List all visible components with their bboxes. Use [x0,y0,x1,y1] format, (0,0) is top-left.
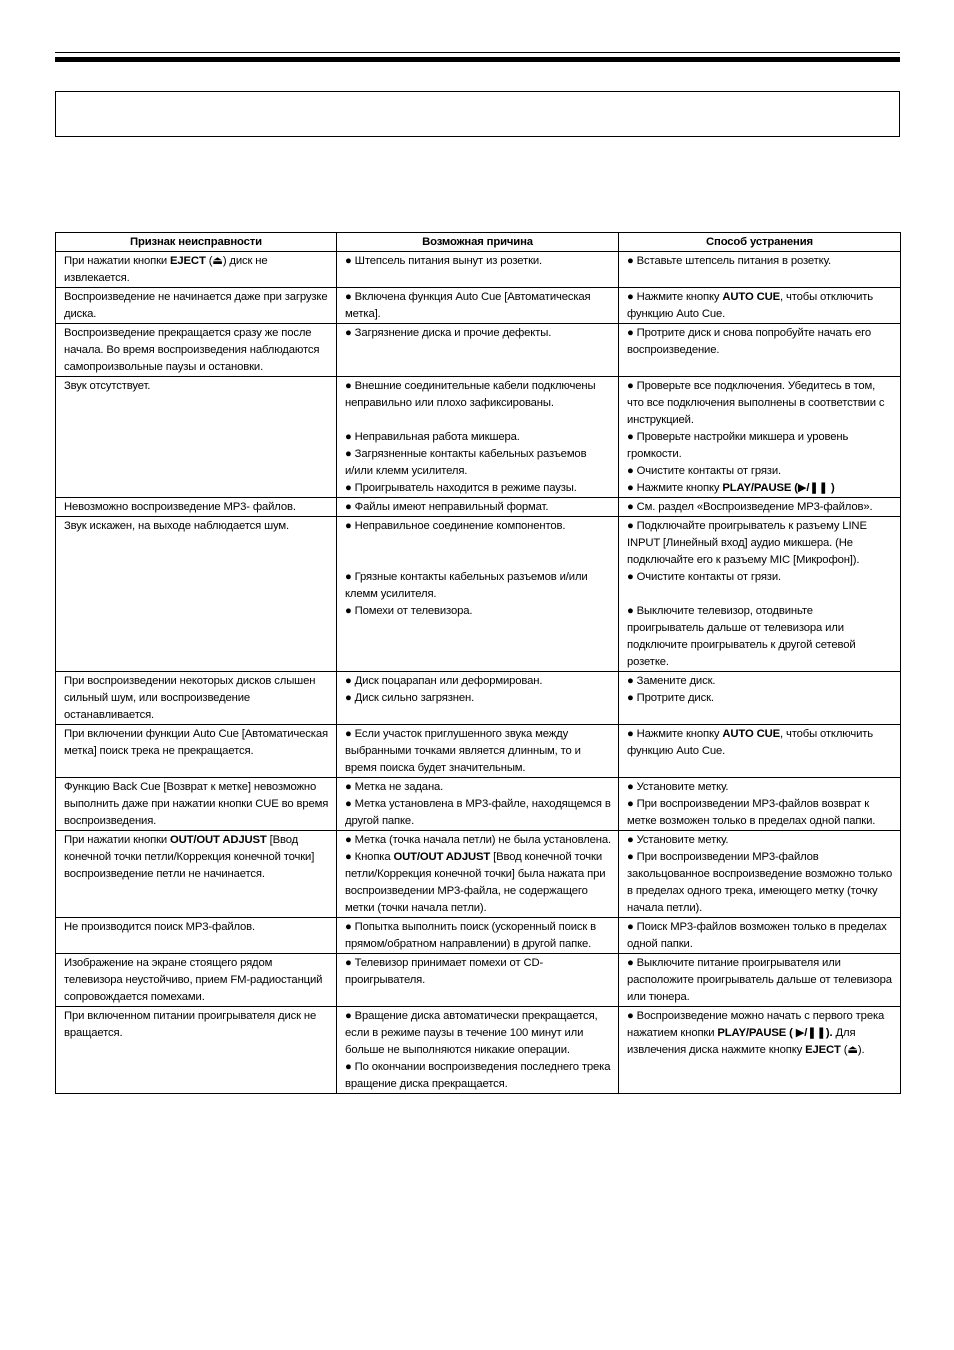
cell-cause [337,1007,619,1094]
remedy-line: ● Протрите диск и снова попробуйте начать его [627,327,871,339]
cell-remedy [619,778,901,831]
table-row [56,918,901,954]
remedy-line: ● Выключите питание проигрывателя или [627,957,841,969]
cell-cause [337,517,619,672]
cell-remedy [619,954,901,1007]
symptom-line: сильный шум, или воспроизведение [64,692,251,704]
cell-symptom [56,1007,337,1094]
symptom-line: Изображение на экране стоящего рядом [64,957,273,969]
remedy-line: ● При воспроизведении MP3-файлов [627,851,819,863]
cause-line: ● Проигрыватель находится в режиме паузы. [345,482,577,494]
cause-line: ● Вращение диска автоматически прекращается, [345,1010,598,1022]
table-row [56,324,901,377]
remedy-line: ● Выключите телевизор, отодвиньте [627,605,813,617]
header-symptom: Признак неисправности [56,233,337,252]
symptom-line: воспроизведения. [64,815,157,827]
symptom-line: При воспроизведении некоторых дисков слышен [64,675,316,687]
symptom-line: останавливается. [64,709,155,721]
remedy-line: ● Вставьте штепсель питания в розетку. [627,255,831,267]
cause-line: и/или клемм усилителя. [345,465,468,477]
cell-symptom [56,288,337,324]
cause-line: ● Загрязнение диска и прочие дефекты. [345,327,552,339]
remedy-line: подключите проигрыватель к другой сетевой [627,639,856,651]
cell-symptom [56,324,337,377]
remedy-line: нажатием кнопки PLAY/PAUSE ( ▶/❚❚). Для [627,1027,856,1039]
remedy-line: одной папки. [627,938,693,950]
table-row [56,288,901,324]
remedy-line [627,586,892,603]
remedy-line: функцию Auto Cue. [627,745,726,757]
table-row [56,1007,901,1094]
table-header-row [56,233,901,252]
cause-line: ● Метка не задана. [345,781,444,793]
cell-remedy [619,725,901,778]
cell-cause [337,954,619,1007]
header-rule-thin [55,52,900,53]
remedy-line: розетке. [627,656,669,668]
cell-remedy [619,252,901,288]
cause-line: ● Неправильная работа микшера. [345,431,520,443]
cause-line: ● Диск поцарапан или деформирован. [345,675,543,687]
remedy-line: в пределах одного трека, имеющего метку (точку [627,885,878,897]
cause-line: метка]. [345,308,381,320]
remedy-line: ● См. раздел «Воспроизведение MP3-файлов». [627,501,873,513]
symptom-line: самопроизвольные паузы и остановки. [64,361,264,373]
cell-remedy [619,831,901,918]
remedy-line: или тюнера. [627,991,690,1003]
cell-remedy [619,918,901,954]
cause-line: проигрывателя. [345,974,426,986]
cause-line: ● Штепсель питания вынут из розетки. [345,255,543,267]
remedy-line: функцию Auto Cue. [627,308,726,320]
remedy-line: INPUT [Линейный вход] аудио микшера. (Не [627,537,853,549]
remedy-line: ● Установите метку. [627,781,729,793]
cause-line: выбранными точками является длинным, то и [345,745,581,757]
symptom-line: сопровождается помехами. [64,991,205,1003]
cell-symptom [56,377,337,498]
remedy-line: ● Нажмите кнопку AUTO CUE, чтобы отключить [627,728,874,740]
cause-line: ● Загрязненные контакты кабельных разъемов [345,448,587,460]
cause-line [345,535,610,552]
cell-remedy [619,672,901,725]
symptom-line: воспроизведение петли не начинается. [64,868,265,880]
cause-line: ● Метка установлена в MP3-файле, находящемся в [345,798,611,810]
cause-line: ● Метка (точка начала петли) не была установлена. [345,834,611,846]
cause-line: метки (точки начала петли). [345,902,487,914]
remedy-line: ● Поиск MP3-файлов возможен только в пределах [627,921,887,933]
remedy-line: ● Подключайте проигрыватель к разъему LINE [627,520,867,532]
cause-line: время поиска будет значительным. [345,762,526,774]
symptom-line: Звук искажен, на выходе наблюдается шум. [64,520,289,532]
symptom-line: извлекается. [64,272,130,284]
table-body [56,252,901,1094]
remedy-line: ● Нажмите кнопку AUTO CUE, чтобы отключить [627,291,874,303]
cause-line: неправильно или плохо зафиксированы. [345,397,554,409]
cause-line: ● Внешние соединительные кабели подключены [345,380,596,392]
header-remedy: Способ устранения [619,233,901,252]
troubleshooting-table [55,232,901,1094]
cell-symptom [56,954,337,1007]
cell-remedy [619,517,901,672]
table-row [56,778,901,831]
remedy-line: ● Протрите диск. [627,692,714,704]
cell-cause [337,288,619,324]
symptom-line: выполнить даже при нажатии кнопки CUE во время [64,798,329,810]
cause-line: вращение диска прекращается. [345,1078,508,1090]
cell-remedy [619,1007,901,1094]
remedy-line: расположите проигрыватель дальше от телевизора [627,974,892,986]
cell-cause [337,831,619,918]
remedy-line: ● Воспроизведение можно начать с первого трека [627,1010,885,1022]
remedy-line: что все подключения выполнены в соответствии с [627,397,885,409]
symptom-line: Звук отсутствует. [64,380,151,392]
cause-line: ● Телевизор принимает помехи от CD- [345,957,544,969]
symptom-line: При нажатии кнопки OUT/OUT ADJUST [Ввод [64,834,299,846]
symptom-line: Воспроизведение прекращается сразу же после [64,327,312,339]
symptom-line: конечной точки петли/Коррекция конечной точки] [64,851,315,863]
symptom-line: метка] поиск трека не прекращается. [64,745,254,757]
table-row [56,954,901,1007]
remedy-line: ● При воспроизведении MP3-файлов возврат к [627,798,870,810]
cell-symptom [56,778,337,831]
cause-line: ● Грязные контакты кабельных разъемов и/или [345,571,588,583]
remedy-line: инструкцией. [627,414,694,426]
cell-remedy [619,288,901,324]
symptom-line: телевизора неустойчиво, прием FM-радиостанций [64,974,323,986]
cell-remedy [619,377,901,498]
cell-cause [337,324,619,377]
cell-cause [337,725,619,778]
symptom-line: вращается. [64,1027,123,1039]
cause-line: клемм усилителя. [345,588,437,600]
cause-line: петли/Коррекция конечной точки] была нажата при [345,868,606,880]
remedy-line: ● Замените диск. [627,675,716,687]
cause-line: ● Попытка выполнить поиск (ускоренный поиск в [345,921,597,933]
remedy-line: проигрыватель дальше от телевизора или [627,622,844,634]
cell-symptom [56,498,337,517]
symptom-line: При включенном питании проигрывателя диск не [64,1010,317,1022]
remedy-line: ● Установите метку. [627,834,729,846]
cause-line: ● Если участок приглушенного звука между [345,728,569,740]
cell-cause [337,672,619,725]
remedy-line: ● Проверьте настройки микшера и уровень [627,431,849,443]
cell-remedy [619,324,901,377]
table-row [56,831,901,918]
remedy-line: ● Очистите контакты от грязи. [627,465,781,477]
cause-line: воспроизведении MP3-файла, не содержащего [345,885,588,897]
cause-line: другой папке. [345,815,415,827]
cell-symptom [56,831,337,918]
cause-line [345,412,610,429]
remedy-line: ● Очистите контакты от грязи. [627,571,781,583]
cause-line: если в режиме паузы в течение 100 минут или [345,1027,584,1039]
table-row [56,252,901,288]
symptom-line: Функцию Back Cue [Возврат к метке] невозможно [64,781,317,793]
remedy-line: закольцованное воспроизведение возможно только [627,868,893,880]
cause-line: ● Кнопка OUT/OUT ADJUST [Ввод конечной точки [345,851,602,863]
table-row [56,672,901,725]
table-row [56,517,901,672]
cell-symptom [56,672,337,725]
cause-line: ● Помехи от телевизора. [345,605,473,617]
header-cause: Возможная причина [337,233,619,252]
remedy-line: подключайте его к разъему MIC [Микрофон]). [627,554,860,566]
cell-remedy [619,498,901,517]
cause-line: прямом/обратном направлении) в другой папке. [345,938,592,950]
cell-symptom [56,725,337,778]
remedy-line: метке возможен только в пределах одной папки. [627,815,876,827]
cell-cause [337,252,619,288]
remedy-line: начала петли). [627,902,703,914]
cause-line: больше не выполняются никакие операции. [345,1044,570,1056]
cell-symptom [56,252,337,288]
cell-cause [337,918,619,954]
cause-line: ● Файлы имеют неправильный формат. [345,501,549,513]
header-rule-thick [55,57,900,62]
remedy-line: извлечения диска нажмите кнопку EJECT (⏏). [627,1044,865,1056]
section-title-box [55,91,900,137]
cause-line: ● Включена функция Auto Cue [Автоматическая [345,291,591,303]
table-row [56,377,901,498]
cause-line: ● Диск сильно загрязнен. [345,692,475,704]
symptom-line: Не производится поиск MP3-файлов. [64,921,256,933]
cell-cause [337,377,619,498]
symptom-line: Невозможно воспроизведение MP3- файлов. [64,501,296,513]
table-row [56,725,901,778]
symptom-line: При включении функции Auto Cue [Автоматическая [64,728,328,740]
cell-cause [337,778,619,831]
symptom-line: Воспроизведение не начинается даже при загрузке [64,291,328,303]
symptom-line: При нажатии кнопки EJECT (⏏) диск не [64,255,268,267]
cause-line: ● По окончании воспроизведения последнего трека [345,1061,611,1073]
cell-symptom [56,517,337,672]
cell-cause [337,498,619,517]
remedy-line: ● Нажмите кнопку PLAY/PAUSE (▶/❚❚ ) [627,482,835,494]
symptom-line: начала. Во время воспроизведения наблюдаются [64,344,320,356]
cell-symptom [56,918,337,954]
cause-line: ● Неправильное соединение компонентов. [345,520,566,532]
table-row [56,498,901,517]
symptom-line: диска. [64,308,97,320]
remedy-line: ● Проверьте все подключения. Убедитесь в том, [627,380,876,392]
remedy-line: воспроизведение. [627,344,720,356]
cause-line [345,552,610,569]
remedy-line: громкости. [627,448,682,460]
